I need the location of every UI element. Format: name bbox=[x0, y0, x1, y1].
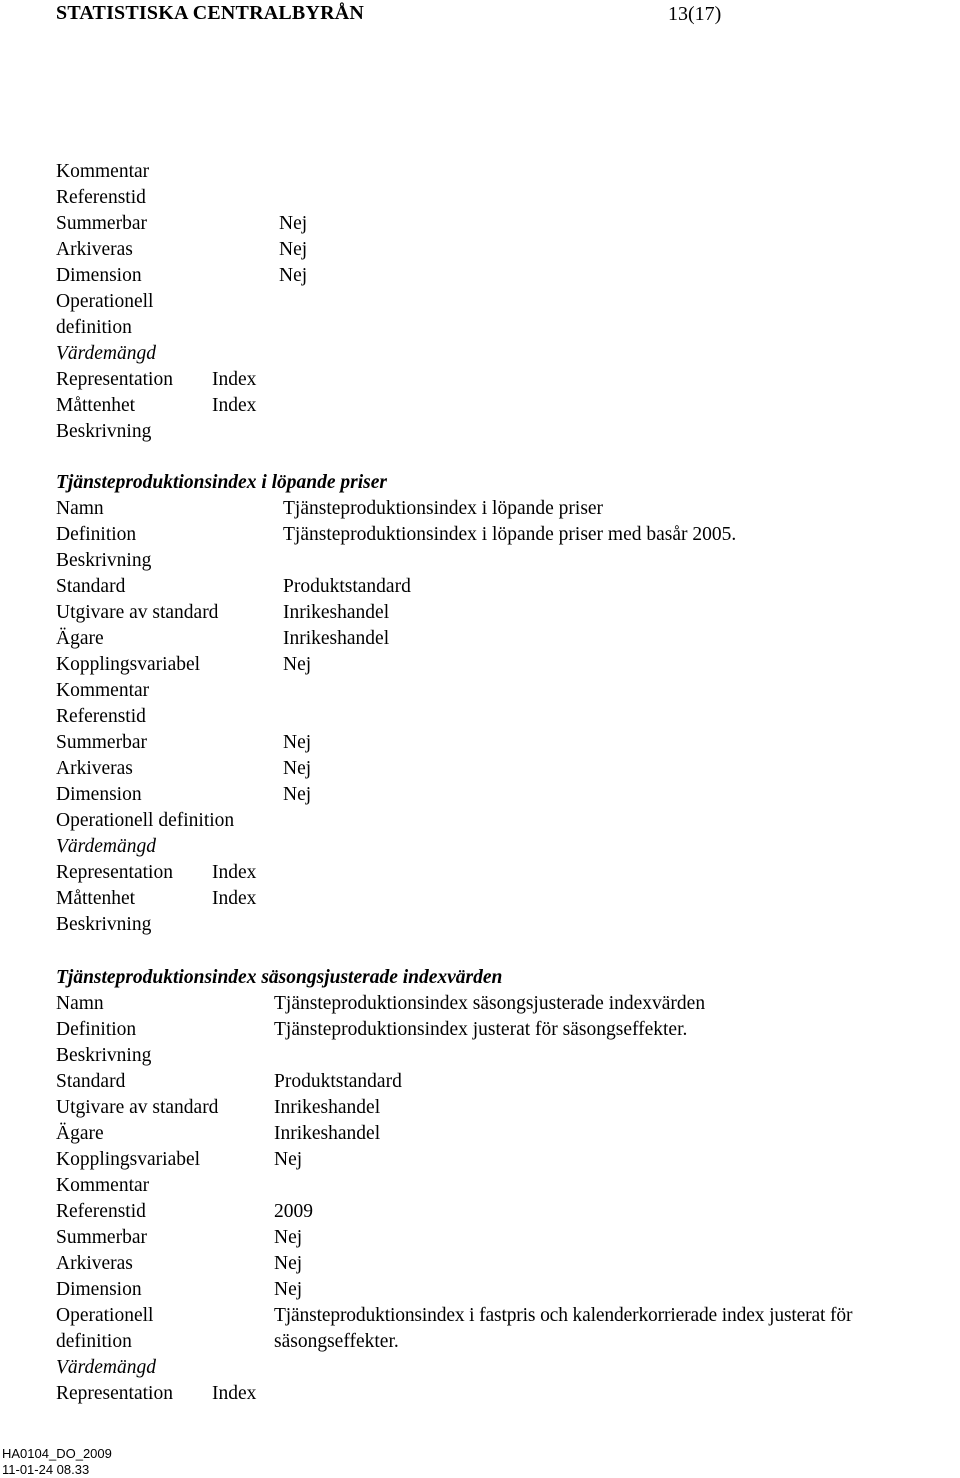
label-dimension: Dimension bbox=[56, 784, 142, 805]
value-arkiveras: Nej bbox=[283, 758, 312, 779]
value-mattenhet: Index bbox=[212, 888, 257, 909]
label-namn: Namn bbox=[56, 498, 104, 519]
label-arkiveras: Arkiveras bbox=[56, 1253, 133, 1274]
label-vardemangd: Värdemängd bbox=[56, 1357, 157, 1378]
value-kopplingsvariabel: Nej bbox=[283, 654, 312, 675]
label-operationell: Operationell bbox=[56, 1305, 154, 1326]
page-number: 13(17) bbox=[668, 3, 722, 25]
value-summerbar: Nej bbox=[274, 1227, 303, 1248]
label-beskrivning: Beskrivning bbox=[56, 914, 152, 935]
label-standard: Standard bbox=[56, 576, 126, 597]
label-summerbar: Summerbar bbox=[56, 732, 147, 753]
label-beskrivning: Beskrivning bbox=[56, 421, 152, 442]
label-kopplingsvariabel: Kopplingsvariabel bbox=[56, 1149, 201, 1170]
footer-timestamp: 11-01-24 08.33 bbox=[2, 1462, 90, 1477]
value-kopplingsvariabel: Nej bbox=[274, 1149, 303, 1170]
label-referenstid: Referenstid bbox=[56, 187, 146, 208]
label-vardemangd: Värdemängd bbox=[56, 836, 157, 857]
value-referenstid: 2009 bbox=[274, 1201, 313, 1222]
value-utgivare: Inrikeshandel bbox=[274, 1097, 381, 1118]
label-namn: Namn bbox=[56, 993, 104, 1014]
value-namn: Tjänsteproduktionsindex i löpande priser bbox=[283, 498, 604, 519]
value-standard: Produktstandard bbox=[274, 1071, 402, 1092]
label-utgivare: Utgivare av standard bbox=[56, 1097, 219, 1118]
label-dimension: Dimension bbox=[56, 265, 142, 286]
label-mattenhet: Måttenhet bbox=[56, 888, 136, 909]
label-representation: Representation bbox=[56, 369, 173, 390]
label-kommentar: Kommentar bbox=[56, 680, 150, 701]
label-referenstid: Referenstid bbox=[56, 706, 146, 727]
value-definition: Tjänsteproduktionsindex i löpande priser med basår 2005. bbox=[283, 524, 737, 545]
label-beskrivning: Beskrivning bbox=[56, 1045, 152, 1066]
value-representation: Index bbox=[212, 369, 257, 390]
value-agare: Inrikeshandel bbox=[283, 628, 390, 649]
label-referenstid: Referenstid bbox=[56, 1201, 146, 1222]
label-operationell-definition: Operationell definition bbox=[56, 810, 235, 831]
value-namn: Tjänsteproduktionsindex säsongsjusterade indexvärden bbox=[274, 993, 706, 1014]
label-operationell: Operationell bbox=[56, 291, 154, 312]
label-arkiveras: Arkiveras bbox=[56, 758, 133, 779]
label-utgivare: Utgivare av standard bbox=[56, 602, 219, 623]
value-mattenhet: Index bbox=[212, 395, 257, 416]
value-representation: Index bbox=[212, 862, 257, 883]
value-arkiveras: Nej bbox=[274, 1253, 303, 1274]
label-standard: Standard bbox=[56, 1071, 126, 1092]
label-beskrivning: Beskrivning bbox=[56, 550, 152, 571]
value-dimension: Nej bbox=[274, 1279, 303, 1300]
value-dimension: Nej bbox=[279, 265, 308, 286]
value-standard: Produktstandard bbox=[283, 576, 411, 597]
value-arkiveras: Nej bbox=[279, 239, 308, 260]
label-definition: Definition bbox=[56, 524, 137, 545]
label-summerbar: Summerbar bbox=[56, 1227, 147, 1248]
label-summerbar: Summerbar bbox=[56, 213, 147, 234]
footer-doc-id: HA0104_DO_2009 bbox=[2, 1446, 112, 1461]
value-agare: Inrikeshandel bbox=[274, 1123, 381, 1144]
value-summerbar: Nej bbox=[279, 213, 308, 234]
label-representation: Representation bbox=[56, 862, 173, 883]
label-representation: Representation bbox=[56, 1383, 173, 1404]
header-org: STATISTISKA CENTRALBYRÅN bbox=[56, 2, 365, 24]
value-summerbar: Nej bbox=[283, 732, 312, 753]
label-agare: Ägare bbox=[56, 1123, 104, 1144]
label-dimension: Dimension bbox=[56, 1279, 142, 1300]
label-kommentar: Kommentar bbox=[56, 1175, 150, 1196]
label-vardemangd: Värdemängd bbox=[56, 343, 157, 364]
section-title: Tjänsteproduktionsindex i löpande priser bbox=[56, 472, 388, 493]
label-mattenhet: Måttenhet bbox=[56, 395, 136, 416]
value-definition: Tjänsteproduktionsindex justerat för säsongseffekter. bbox=[274, 1019, 688, 1040]
label-definition: definition bbox=[56, 317, 132, 338]
label-definition: Definition bbox=[56, 1019, 137, 1040]
value-representation: Index bbox=[212, 1383, 257, 1404]
value-utgivare: Inrikeshandel bbox=[283, 602, 390, 623]
label-definition-2: definition bbox=[56, 1331, 132, 1352]
value-operationell-line1: Tjänsteproduktionsindex i fastpris och kalenderkorrierade index justerat för bbox=[274, 1305, 853, 1326]
value-dimension: Nej bbox=[283, 784, 312, 805]
label-kopplingsvariabel: Kopplingsvariabel bbox=[56, 654, 201, 675]
label-kommentar: Kommentar bbox=[56, 161, 150, 182]
section-title: Tjänsteproduktionsindex säsongsjusterade indexvärden bbox=[56, 967, 503, 988]
value-operationell-line2: säsongseffekter. bbox=[274, 1331, 399, 1352]
label-agare: Ägare bbox=[56, 628, 104, 649]
label-arkiveras: Arkiveras bbox=[56, 239, 133, 260]
